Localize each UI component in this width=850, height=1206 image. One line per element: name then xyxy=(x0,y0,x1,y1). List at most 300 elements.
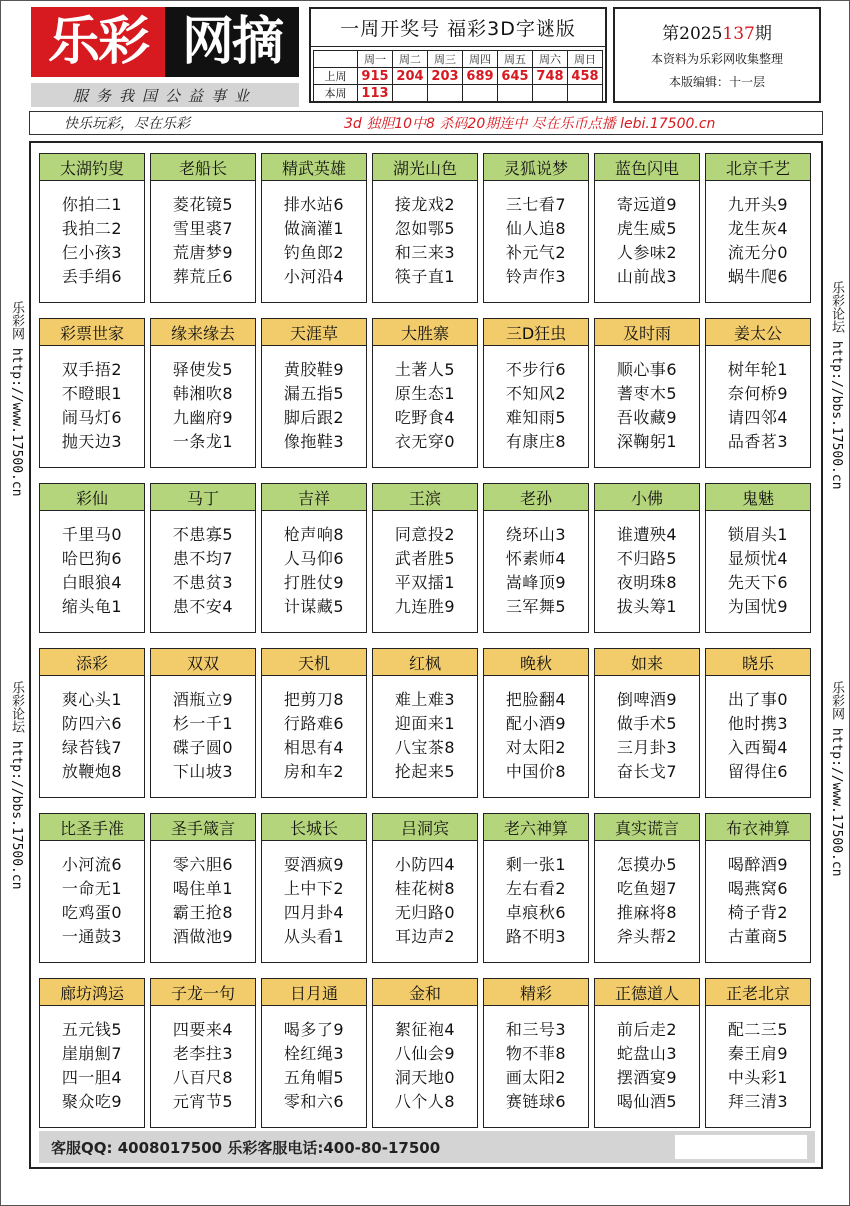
logo-char-4: 摘 xyxy=(232,12,283,72)
riddle-item: 椅子背2 xyxy=(727,903,789,922)
riddle-card xyxy=(39,318,145,468)
riddle-card-title: 王滨 xyxy=(373,484,477,511)
riddle-item: 一命无1 xyxy=(61,879,123,898)
riddle-card-body xyxy=(373,511,477,619)
riddle-card xyxy=(150,978,256,1128)
riddle-item: 驿使发5 xyxy=(172,360,234,379)
riddle-item: 秦王肩9 xyxy=(727,1044,789,1063)
issue-note: 本资料为乐彩网收集整理 xyxy=(650,52,783,66)
draw-results-box xyxy=(309,7,607,103)
riddle-item: 夜明珠8 xyxy=(616,573,678,592)
riddle-card-body xyxy=(40,1006,144,1114)
riddle-item: 前后走2 xyxy=(616,1020,678,1039)
riddle-item: 上中下2 xyxy=(283,879,345,898)
riddle-item: 喝仙酒5 xyxy=(616,1092,678,1111)
day-cell: 周二 xyxy=(393,51,428,68)
riddle-item: 绕环山3 xyxy=(505,525,567,544)
riddle-item: 请四邻4 xyxy=(727,408,789,427)
riddle-item: 桂花树8 xyxy=(394,879,456,898)
riddle-item: 对太阳2 xyxy=(505,738,567,757)
riddle-item: 白眼狼4 xyxy=(61,573,123,592)
riddle-item: 剩一张1 xyxy=(505,855,567,874)
riddle-item: 喝燕窝6 xyxy=(727,879,789,898)
riddle-card xyxy=(594,318,700,468)
riddle-item: 虎生威5 xyxy=(616,219,678,238)
riddle-item: 耍酒疯9 xyxy=(283,855,345,874)
riddle-card-title: 彩仙 xyxy=(40,484,144,511)
riddle-item: 聚众吃9 xyxy=(61,1092,123,1111)
riddle-card-title: 蓝色闪电 xyxy=(595,154,699,181)
riddle-item: 丢手绢6 xyxy=(61,267,123,286)
riddle-card-title: 比圣手准 xyxy=(40,814,144,841)
riddle-item: 菱花镜5 xyxy=(172,195,234,214)
riddle-card-body xyxy=(706,1006,810,1114)
riddle-item: 双手捂2 xyxy=(61,360,123,379)
riddle-item: 倒啤酒9 xyxy=(616,690,678,709)
riddle-item: 山前战3 xyxy=(616,267,678,286)
riddle-card-title: 老六神算 xyxy=(484,814,588,841)
riddle-card-title: 缘来缘去 xyxy=(151,319,255,346)
riddle-item: 喝多了9 xyxy=(283,1020,345,1039)
riddle-item: 耳边声2 xyxy=(394,927,456,946)
riddle-item: 相思有4 xyxy=(283,738,345,757)
riddle-item: 八个人8 xyxy=(394,1092,456,1111)
riddle-card xyxy=(39,153,145,303)
riddle-item: 土著人5 xyxy=(394,360,456,379)
riddle-item: 哈巴狗6 xyxy=(61,549,123,568)
riddle-card-title: 大胜寨 xyxy=(373,319,477,346)
riddle-item: 怀素师4 xyxy=(505,549,567,568)
riddle-item: 患不安4 xyxy=(172,597,234,616)
issue-prefix: 第2025 xyxy=(662,24,723,44)
riddle-card-body xyxy=(373,1006,477,1114)
riddle-item: 千里马0 xyxy=(61,525,123,544)
riddle-item: 三月卦3 xyxy=(616,738,678,757)
riddle-card-title: 鬼魅 xyxy=(706,484,810,511)
riddle-card xyxy=(594,483,700,633)
riddle-item: 韩湘吹8 xyxy=(172,384,234,403)
riddle-card-body xyxy=(262,346,366,454)
riddle-item: 迎面来1 xyxy=(394,714,456,733)
riddle-item: 元宵节5 xyxy=(172,1092,234,1111)
riddle-item: 中国价8 xyxy=(505,762,567,781)
riddle-card-title: 太湖钓叟 xyxy=(40,154,144,181)
riddle-item: 九连胜9 xyxy=(394,597,456,616)
riddle-card xyxy=(594,813,700,963)
riddle-item: 蛇盘山3 xyxy=(616,1044,678,1063)
riddle-item: 吾收藏9 xyxy=(616,408,678,427)
riddle-item: 留得住6 xyxy=(727,762,789,781)
tagline-left: 快乐玩彩，尽在乐彩 xyxy=(64,116,190,132)
riddle-item: 绿苔钱7 xyxy=(61,738,123,757)
riddle-item: 放鞭炮8 xyxy=(61,762,123,781)
tagline-bar xyxy=(29,111,823,135)
riddle-card-title: 金和 xyxy=(373,979,477,1006)
riddle-item: 缩头龟1 xyxy=(61,597,123,616)
riddle-item: 小防四4 xyxy=(394,855,456,874)
riddle-card-title: 晓乐 xyxy=(706,649,810,676)
riddle-item: 吃鱼翅7 xyxy=(616,879,678,898)
riddle-item: 小河沿4 xyxy=(283,267,345,286)
draw-number xyxy=(393,85,428,102)
riddle-card xyxy=(372,813,478,963)
riddle-card-body xyxy=(706,181,810,289)
day-cell: 周一 xyxy=(358,51,393,68)
riddle-item: 斧头帮2 xyxy=(616,927,678,946)
riddle-item: 五角帽5 xyxy=(283,1068,345,1087)
riddle-item: 推麻将8 xyxy=(616,903,678,922)
side-label-left-top: 乐彩网 http://www.17500.cn xyxy=(9,301,24,497)
riddle-card xyxy=(705,648,811,798)
riddle-card-body xyxy=(40,841,144,949)
riddle-card-title: 精武英雄 xyxy=(262,154,366,181)
riddle-card-title: 灵狐说梦 xyxy=(484,154,588,181)
riddle-card-title: 日月通 xyxy=(262,979,366,1006)
riddle-item: 武者胜5 xyxy=(394,549,456,568)
riddle-item: 崖崩劁7 xyxy=(61,1044,123,1063)
riddle-item: 房和车2 xyxy=(283,762,345,781)
riddle-card-body xyxy=(151,841,255,949)
riddle-card xyxy=(39,648,145,798)
riddle-card xyxy=(261,978,367,1128)
riddle-card xyxy=(150,813,256,963)
draw-number: 113 xyxy=(358,85,393,102)
riddle-item: 你拍二1 xyxy=(61,195,123,214)
riddle-item: 计谋藏5 xyxy=(283,597,345,616)
riddle-card-body xyxy=(706,511,810,619)
draw-number: 203 xyxy=(428,68,463,85)
riddle-item: 五元钱5 xyxy=(61,1020,123,1039)
side-label-left-bottom: 乐彩论坛 http://bbs.17500.cn xyxy=(9,681,24,890)
riddle-card xyxy=(150,648,256,798)
riddle-item: 八宝茶8 xyxy=(394,738,456,757)
issue-suffix: 期 xyxy=(754,24,772,44)
riddle-card-body xyxy=(595,511,699,619)
riddle-item: 拔头筹1 xyxy=(616,597,678,616)
riddle-card-title: 吉祥 xyxy=(262,484,366,511)
riddle-card-body xyxy=(262,181,366,289)
riddle-card-body xyxy=(262,511,366,619)
riddle-item: 漏五指5 xyxy=(283,384,345,403)
draw-number: 458 xyxy=(568,68,603,85)
riddle-card-title: 三D狂虫 xyxy=(484,319,588,346)
riddle-card xyxy=(483,813,589,963)
riddle-card xyxy=(594,153,700,303)
day-cell: 周六 xyxy=(533,51,568,68)
riddle-item: 八仙会9 xyxy=(394,1044,456,1063)
riddle-item: 做手术5 xyxy=(616,714,678,733)
riddle-item: 零和六6 xyxy=(283,1092,345,1111)
riddle-item: 碟子圆0 xyxy=(172,738,234,757)
riddle-card-title: 晚秋 xyxy=(484,649,588,676)
riddle-item: 下山坡3 xyxy=(172,762,234,781)
riddle-item: 不患贫3 xyxy=(172,573,234,592)
riddle-card-title: 湖光山色 xyxy=(373,154,477,181)
riddle-item: 把剪刀8 xyxy=(283,690,345,709)
riddle-card xyxy=(372,153,478,303)
riddle-card-title: 彩票世家 xyxy=(40,319,144,346)
riddle-card xyxy=(594,978,700,1128)
riddle-card-title: 如来 xyxy=(595,649,699,676)
riddle-item: 不知风2 xyxy=(505,384,567,403)
riddle-item: 做滴灌1 xyxy=(283,219,345,238)
riddle-item: 患不均7 xyxy=(172,549,234,568)
riddle-card-body xyxy=(373,841,477,949)
riddle-card xyxy=(705,978,811,1128)
riddle-item: 仙人追8 xyxy=(505,219,567,238)
riddle-card-body xyxy=(151,1006,255,1114)
draw-number xyxy=(463,85,498,102)
draw-number: 915 xyxy=(358,68,393,85)
riddle-card-body xyxy=(595,1006,699,1114)
riddle-card xyxy=(483,648,589,798)
riddle-card xyxy=(483,318,589,468)
riddle-item: 先天下6 xyxy=(727,573,789,592)
draw-number xyxy=(533,85,568,102)
riddle-card-title: 小佛 xyxy=(595,484,699,511)
riddle-card-title: 长城长 xyxy=(262,814,366,841)
riddle-item: 抡起来5 xyxy=(394,762,456,781)
last-week-label: 上周 xyxy=(314,68,358,85)
riddle-item: 栓红绳3 xyxy=(283,1044,345,1063)
riddle-item: 接龙戏2 xyxy=(394,195,456,214)
footer-blank-box xyxy=(675,1135,807,1159)
riddle-card xyxy=(39,813,145,963)
riddle-item: 吃野食4 xyxy=(394,408,456,427)
riddle-item: 谁遭殃4 xyxy=(616,525,678,544)
riddle-item: 奈何桥9 xyxy=(727,384,789,403)
riddle-card xyxy=(39,483,145,633)
riddle-item: 老李拄3 xyxy=(172,1044,234,1063)
riddle-item: 四一胆4 xyxy=(61,1068,123,1087)
riddle-item: 荒唐梦9 xyxy=(172,243,234,262)
riddle-item: 枪声响8 xyxy=(283,525,345,544)
riddle-card-body xyxy=(40,676,144,784)
riddle-grid xyxy=(39,153,815,1128)
riddle-item: 三七看7 xyxy=(505,195,567,214)
riddle-item: 不瞪眼1 xyxy=(61,384,123,403)
riddle-item: 嵩峰顶9 xyxy=(505,573,567,592)
day-cell: 周四 xyxy=(463,51,498,68)
riddle-card-title: 添彩 xyxy=(40,649,144,676)
riddle-card xyxy=(705,153,811,303)
riddle-item: 拜三清3 xyxy=(727,1092,789,1111)
riddle-item: 排水站6 xyxy=(283,195,345,214)
riddle-item: 防四六6 xyxy=(61,714,123,733)
corner-cell xyxy=(314,51,358,68)
riddle-item: 中头彩1 xyxy=(727,1068,789,1087)
riddle-card-body xyxy=(40,181,144,289)
riddle-item: 卓痕秋6 xyxy=(505,903,567,922)
riddle-card-title: 北京千艺 xyxy=(706,154,810,181)
riddle-card-body xyxy=(484,181,588,289)
riddle-item: 抛天边3 xyxy=(61,432,123,451)
riddle-card xyxy=(705,318,811,468)
riddle-item: 葬荒丘6 xyxy=(172,267,234,286)
draw-results-title: 一周开奖号 福彩3D字谜版 xyxy=(311,9,605,47)
riddle-card-body xyxy=(484,346,588,454)
riddle-card-title: 廊坊鸿运 xyxy=(40,979,144,1006)
day-cell: 周三 xyxy=(428,51,463,68)
riddle-item: 雪里裘7 xyxy=(172,219,234,238)
riddle-card-title: 正德道人 xyxy=(595,979,699,1006)
riddle-card-body xyxy=(151,346,255,454)
riddle-card-title: 老船长 xyxy=(151,154,255,181)
riddle-item: 霸王抢8 xyxy=(172,903,234,922)
logo-text-red xyxy=(31,7,165,77)
riddle-item: 洞天地0 xyxy=(394,1068,456,1087)
issue-box xyxy=(613,7,821,103)
riddle-item: 画太阳2 xyxy=(505,1068,567,1087)
riddle-item: 九开头9 xyxy=(727,195,789,214)
riddle-item: 物不菲8 xyxy=(505,1044,567,1063)
riddle-card-body xyxy=(484,1006,588,1114)
draw-number: 645 xyxy=(498,68,533,85)
riddle-item: 怎摸办5 xyxy=(616,855,678,874)
riddle-item: 八百尺8 xyxy=(172,1068,234,1087)
riddle-card-body xyxy=(373,346,477,454)
riddle-item: 配二三5 xyxy=(727,1020,789,1039)
riddle-item: 难上难3 xyxy=(394,690,456,709)
riddle-item: 左右看2 xyxy=(505,879,567,898)
riddle-item: 四月卦4 xyxy=(283,903,345,922)
riddle-item: 把脸翻4 xyxy=(505,690,567,709)
riddle-card-title: 及时雨 xyxy=(595,319,699,346)
riddle-card-body xyxy=(484,841,588,949)
tagline-promo-link[interactable]: 3d 独胆10中8 杀码20期连中 尽在乐币点播 lebi.17500.cn xyxy=(344,116,716,132)
riddle-item: 赛链球6 xyxy=(505,1092,567,1111)
riddle-card-title: 吕洞宾 xyxy=(373,814,477,841)
riddle-card-title: 双双 xyxy=(151,649,255,676)
riddle-item: 不归路5 xyxy=(616,549,678,568)
riddle-item: 三军舞5 xyxy=(505,597,567,616)
riddle-item: 打胜仗9 xyxy=(283,573,345,592)
riddle-item: 酒瓶立9 xyxy=(172,690,234,709)
riddle-item: 顺心事6 xyxy=(616,360,678,379)
riddle-item: 杉一千1 xyxy=(172,714,234,733)
draw-number: 689 xyxy=(463,68,498,85)
riddle-item: 人马仰6 xyxy=(283,549,345,568)
riddle-item: 一通鼓3 xyxy=(61,927,123,946)
riddle-item: 闹马灯6 xyxy=(61,408,123,427)
logo-char-1: 乐 xyxy=(47,12,98,72)
riddle-card-body xyxy=(151,676,255,784)
riddle-card xyxy=(261,648,367,798)
riddle-item: 仨小孩3 xyxy=(61,243,123,262)
riddle-card-title: 真实谎言 xyxy=(595,814,699,841)
riddle-item: 品香茗3 xyxy=(727,432,789,451)
riddle-card xyxy=(39,978,145,1128)
riddle-item: 一条龙1 xyxy=(172,432,234,451)
side-label-right-top: 乐彩论坛 http://bbs.17500.cn xyxy=(829,281,844,490)
riddle-item: 脚后跟2 xyxy=(283,408,345,427)
riddle-item: 九幽府9 xyxy=(172,408,234,427)
riddle-item: 人参味2 xyxy=(616,243,678,262)
riddle-item: 絮征袍4 xyxy=(394,1020,456,1039)
logo-char-3: 网 xyxy=(181,12,232,72)
riddle-card-body xyxy=(595,346,699,454)
riddle-item: 筷子直1 xyxy=(394,267,456,286)
riddle-item: 寄远道9 xyxy=(616,195,678,214)
logo-char-2: 彩 xyxy=(98,12,149,72)
riddle-item: 和三号3 xyxy=(505,1020,567,1039)
riddle-card-body xyxy=(595,841,699,949)
riddle-card-title: 圣手箴言 xyxy=(151,814,255,841)
riddle-item: 从头看1 xyxy=(283,927,345,946)
riddle-card-body xyxy=(706,841,810,949)
riddle-card xyxy=(483,483,589,633)
day-cell: 周日 xyxy=(568,51,603,68)
riddle-item: 补元气2 xyxy=(505,243,567,262)
logo-slogan: 服务我国公益事业 xyxy=(31,83,299,107)
riddle-item: 衣无穿0 xyxy=(394,432,456,451)
riddle-card-body xyxy=(151,511,255,619)
riddle-item: 小河流6 xyxy=(61,855,123,874)
riddle-item: 蓍枣木5 xyxy=(616,384,678,403)
riddle-item: 铃声作3 xyxy=(505,267,567,286)
issue-editor: 本版编辑：十一层 xyxy=(668,75,765,89)
side-label-right-bottom: 乐彩网 http://www.17500.cn xyxy=(829,681,844,877)
riddle-item: 显烦忧4 xyxy=(727,549,789,568)
riddle-item: 配小酒9 xyxy=(505,714,567,733)
riddle-card-title: 马丁 xyxy=(151,484,255,511)
riddle-item: 有康庄8 xyxy=(505,432,567,451)
riddle-card-body xyxy=(262,676,366,784)
riddle-item: 深鞠躬1 xyxy=(616,432,678,451)
footer-contact: 客服QQ: 4008017500 乐彩客服电话:400-80-17500 xyxy=(51,1138,441,1157)
riddle-item: 同意投2 xyxy=(394,525,456,544)
riddle-card-body xyxy=(706,676,810,784)
riddle-item: 吃鸡蛋0 xyxy=(61,903,123,922)
last-week-row xyxy=(314,68,603,85)
riddle-item: 像拖鞋3 xyxy=(283,432,345,451)
draw-number xyxy=(568,85,603,102)
riddle-card-body xyxy=(595,676,699,784)
riddle-item: 零六胆6 xyxy=(172,855,234,874)
issue-num: 137 xyxy=(722,24,755,44)
riddle-card-title: 精彩 xyxy=(484,979,588,1006)
riddle-card-title: 天机 xyxy=(262,649,366,676)
riddle-card xyxy=(483,153,589,303)
riddle-card xyxy=(594,648,700,798)
riddle-card xyxy=(261,483,367,633)
logo-text-black xyxy=(165,7,299,77)
riddle-item: 古董商5 xyxy=(727,927,789,946)
riddle-card-title: 布衣神算 xyxy=(706,814,810,841)
riddle-card-body xyxy=(151,181,255,289)
riddle-item: 锁眉头1 xyxy=(727,525,789,544)
riddle-card xyxy=(483,978,589,1128)
riddle-item: 喝醉酒9 xyxy=(727,855,789,874)
riddle-card-title: 子龙一句 xyxy=(151,979,255,1006)
riddle-item: 平双擂1 xyxy=(394,573,456,592)
riddle-item: 黄胶鞋9 xyxy=(283,360,345,379)
issue-number xyxy=(615,19,819,44)
riddle-card xyxy=(261,813,367,963)
riddle-card xyxy=(150,318,256,468)
riddle-card xyxy=(372,978,478,1128)
riddle-item: 难知雨5 xyxy=(505,408,567,427)
riddle-card-body xyxy=(595,181,699,289)
riddle-card xyxy=(372,648,478,798)
riddle-card-body xyxy=(373,676,477,784)
draw-number xyxy=(498,85,533,102)
riddle-card-title: 红枫 xyxy=(373,649,477,676)
riddle-item: 无归路0 xyxy=(394,903,456,922)
riddle-item: 龙生灰4 xyxy=(727,219,789,238)
this-week-row xyxy=(314,85,603,102)
riddle-card-title: 老孙 xyxy=(484,484,588,511)
